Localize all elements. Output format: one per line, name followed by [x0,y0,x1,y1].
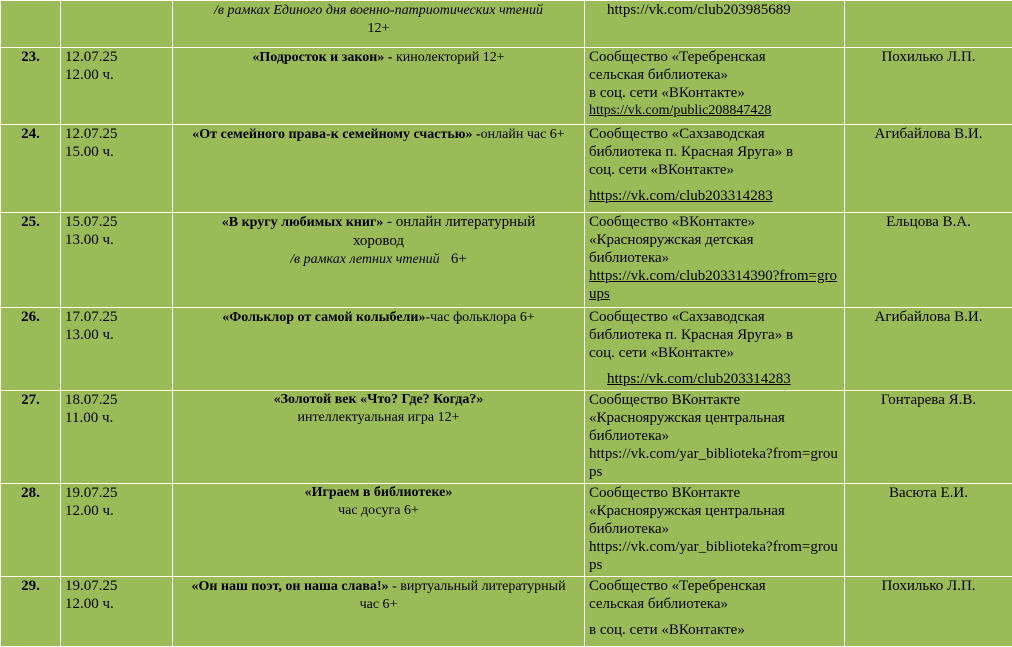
venue-link[interactable]: https://vk.com/yar_biblioteka?from=groups [589,445,840,481]
venue-link[interactable]: https://vk.com/club203314283 [589,370,840,388]
event-date: 12.07.25 [65,125,168,143]
venue-cell [585,213,845,308]
event-date: 19.07.25 [65,577,168,595]
venue-line: «Краснояружская центральная [589,409,840,427]
event-subtitle: /в рамках Единого дня военно-патриотических чтений [214,3,543,18]
event-time: 12.00 ч. [65,66,168,84]
table-row [1,125,1012,213]
venue-line: Сообщество «Теребренская [589,48,840,66]
responsible-cell: Похилько Л.П. [845,577,1012,647]
event-title: «Подросток и закон» - [252,50,392,65]
date-cell [61,484,173,577]
event-age: 12+ [177,20,580,38]
event-type: кинолекторий 12+ [392,50,504,65]
event-cell [173,577,585,647]
event-line2: интеллектуальная игра 12+ [177,409,580,427]
event-time: 15.00 ч. [65,143,168,161]
venue-cell [585,48,845,125]
row-number: 24. [1,125,61,213]
responsible-cell [845,1,1012,48]
date-cell [61,308,173,391]
table-row [1,391,1012,484]
event-type: - виртуальный литературный [389,579,566,594]
row-number: 26. [1,308,61,391]
event-cell [173,213,585,308]
venue-line: библиотека» [589,249,840,267]
venue-cell [585,125,845,213]
venue-line: в соц. сети «ВКонтакте» [589,84,840,102]
venue-link[interactable]: https://vk.com/club203985689 [589,1,840,19]
venue-line: «Краснояружская центральная [589,502,840,520]
venue-line: соц. сети «ВКонтакте» [589,161,840,179]
venue-link[interactable]: https://vk.com/club203314390?from=groups [589,267,840,303]
row-number [1,1,61,48]
venue-line: Сообщество ВКонтакте [589,391,840,409]
event-line2: хоровод [177,232,580,250]
venue-line: Сообщество «Теребренская [589,577,840,595]
venue-cell [585,1,845,48]
date-cell [61,577,173,647]
event-date: 15.07.25 [65,213,168,231]
event-cell [173,391,585,484]
event-cell [173,1,585,48]
event-cell [173,484,585,577]
event-title: «Фольклор от самой колыбели» [222,310,425,325]
event-time: 12.00 ч. [65,502,168,520]
event-cell [173,308,585,391]
event-cell [173,125,585,213]
venue-link[interactable]: https://vk.com/public208847428 [589,102,840,120]
venue-line: сельская библиотека» [589,66,840,84]
responsible-cell: Похилько Л.П. [845,48,1012,125]
date-cell [61,48,173,125]
venue-line: соц. сети «ВКонтакте» [589,344,840,362]
event-age: 6+ [451,251,467,267]
venue-line: библиотека» [589,520,840,538]
event-date: 17.07.25 [65,308,168,326]
event-type: - онлайн литературный [383,214,535,230]
venue-cell [585,391,845,484]
venue-line: библиотека» [589,427,840,445]
event-title: «В кругу любимых книг» [222,215,384,230]
table-row [1,484,1012,577]
venue-line: сельская библиотека» [589,595,840,613]
responsible-cell: Гонтарева Я.В. [845,391,1012,484]
table-row [1,577,1012,647]
event-cell [173,48,585,125]
event-time: 13.00 ч. [65,231,168,249]
event-title: «Золотой век «Что? Где? Когда?» [177,391,580,409]
row-number: 25. [1,213,61,308]
venue-line: библиотека п. Красная Яруга» в [589,143,840,161]
event-time: 12.00 ч. [65,595,168,613]
venue-cell [585,308,845,391]
table-row [1,48,1012,125]
event-time: 11.00 ч. [65,409,168,427]
venue-line: Сообщество ВКонтакте [589,484,840,502]
table-row [1,1,1012,48]
table-row [1,213,1012,308]
venue-line: Сообщество «Сахзаводская [589,125,840,143]
event-date: 18.07.25 [65,391,168,409]
event-date: 19.07.25 [65,484,168,502]
event-subtitle: /в рамках летних чтений [290,252,440,267]
venue-cell [585,484,845,577]
date-cell [61,391,173,484]
row-number: 29. [1,577,61,647]
date-cell [61,1,173,48]
table-row [1,308,1012,391]
date-cell [61,213,173,308]
event-line2: час досуга 6+ [177,502,580,520]
event-time: 13.00 ч. [65,326,168,344]
event-type: онлайн час 6+ [481,127,565,142]
date-cell [61,125,173,213]
event-title: «От семейного права-к семейному счастью» - [192,127,480,142]
row-number: 28. [1,484,61,577]
venue-line: в соц. сети «ВКонтакте» [589,621,840,639]
venue-line: библиотека п. Красная Яруга» в [589,326,840,344]
responsible-cell: Ельцова В.А. [845,213,1012,308]
responsible-cell: Агибайлова В.И. [845,125,1012,213]
row-number: 23. [1,48,61,125]
event-type: -час фольклора 6+ [425,310,534,325]
venue-line: «Краснояружская детская [589,231,840,249]
row-number: 27. [1,391,61,484]
venue-line: Сообщество «ВКонтакте» [589,213,840,231]
event-date: 12.07.25 [65,48,168,66]
event-title: «Играем в библиотеке» [177,484,580,502]
event-title: «Он наш поэт, он наша слава!» [191,579,388,594]
event-line2: час 6+ [177,596,580,614]
responsible-cell: Васюта Е.И. [845,484,1012,577]
venue-link[interactable]: https://vk.com/club203314283 [589,187,840,205]
venue-link[interactable]: https://vk.com/yar_biblioteka?from=groups [589,538,840,574]
venue-cell [585,577,845,647]
venue-line: Сообщество «Сахзаводская [589,308,840,326]
responsible-cell: Агибайлова В.И. [845,308,1012,391]
